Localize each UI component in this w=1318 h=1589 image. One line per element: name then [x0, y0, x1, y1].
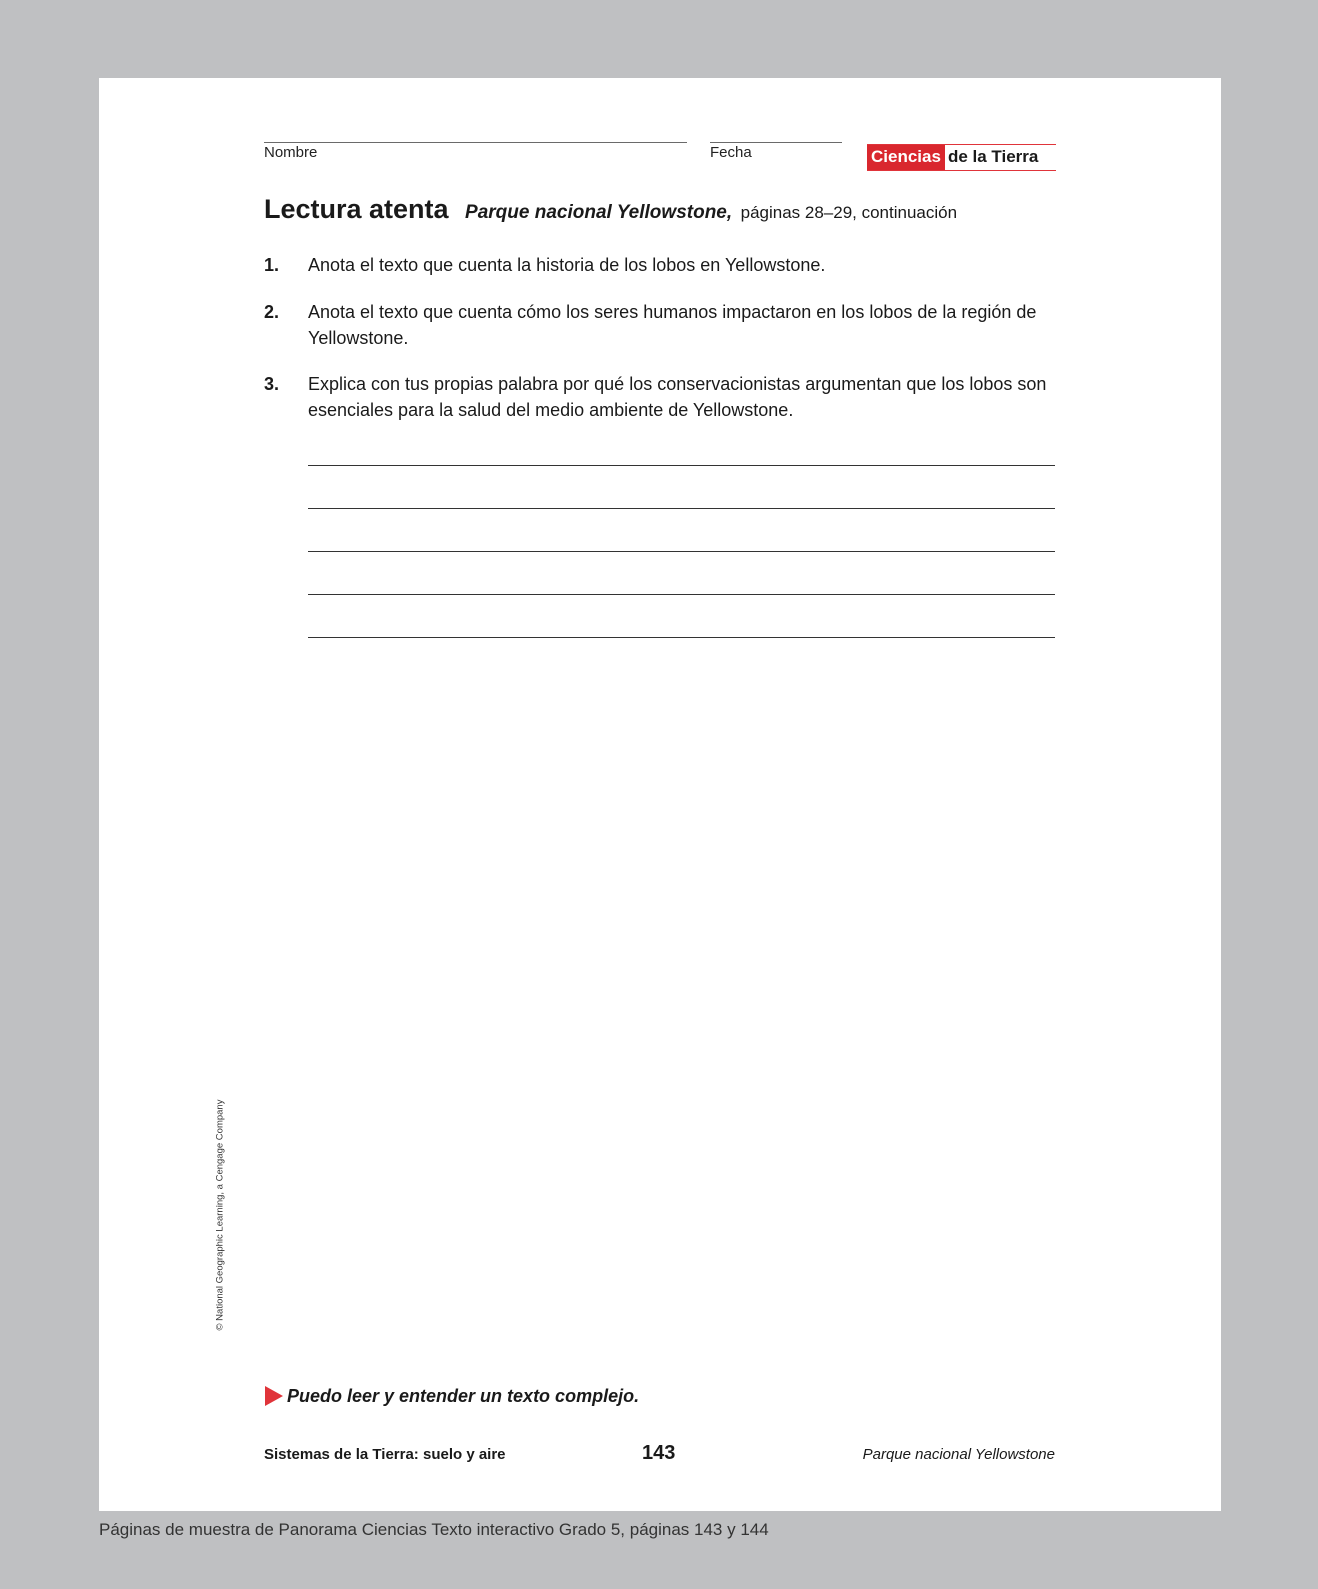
page-number: 143 — [642, 1442, 676, 1464]
worksheet-page — [99, 78, 1221, 1511]
subject-badge — [867, 144, 1056, 171]
date-label: Fecha — [710, 144, 752, 161]
page-title — [264, 194, 957, 225]
answer-line[interactable] — [308, 594, 1055, 595]
name-label: Nombre — [264, 144, 318, 161]
answer-line[interactable] — [308, 637, 1055, 638]
title-main: Lectura atenta — [264, 194, 449, 224]
page-caption: Páginas de muestra de Panorama Ciencias Texto interactivo Grado 5, páginas 143 y 144 — [99, 1520, 769, 1539]
footer-unit: Sistemas de la Tierra: suelo y aire — [264, 1446, 506, 1463]
title-subtitle: Parque nacional Yellowstone, — [465, 202, 733, 223]
question-2-text: Anota el texto que cuenta cómo los seres humanos impactaron en los lobos de la región de Yellowstone. — [308, 302, 1037, 348]
answer-line[interactable] — [308, 551, 1055, 552]
question-1-text: Anota el texto que cuenta la historia de los lobos en Yellowstone. — [308, 255, 826, 275]
name-field-line[interactable] — [264, 142, 687, 143]
question-2-number: 2. — [264, 302, 280, 322]
date-field-line[interactable] — [710, 142, 842, 143]
subject-badge-black: de la Tierra — [947, 147, 1039, 166]
red-triangle-arrow-icon — [264, 1386, 284, 1406]
question-1-number: 1. — [264, 255, 280, 275]
learning-goal: Puedo leer y entender un texto complejo. — [287, 1386, 640, 1406]
copyright-notice: © National Geographic Learning, a Cengage Company — [214, 1099, 226, 1331]
question-3-number: 3. — [264, 374, 280, 394]
subject-badge-red: Ciencias — [867, 145, 945, 170]
answer-line[interactable] — [308, 465, 1055, 466]
answer-line[interactable] — [308, 508, 1055, 509]
footer-book-title: Parque nacional Yellowstone — [862, 1446, 1055, 1463]
title-pages: páginas 28–29, continuación — [740, 203, 958, 222]
question-3-text: Explica con tus propias palabra por qué los conservacionistas argumentan que los lobos son esenciales para la salud del medio ambiente de Yellowstone. — [308, 374, 1047, 420]
